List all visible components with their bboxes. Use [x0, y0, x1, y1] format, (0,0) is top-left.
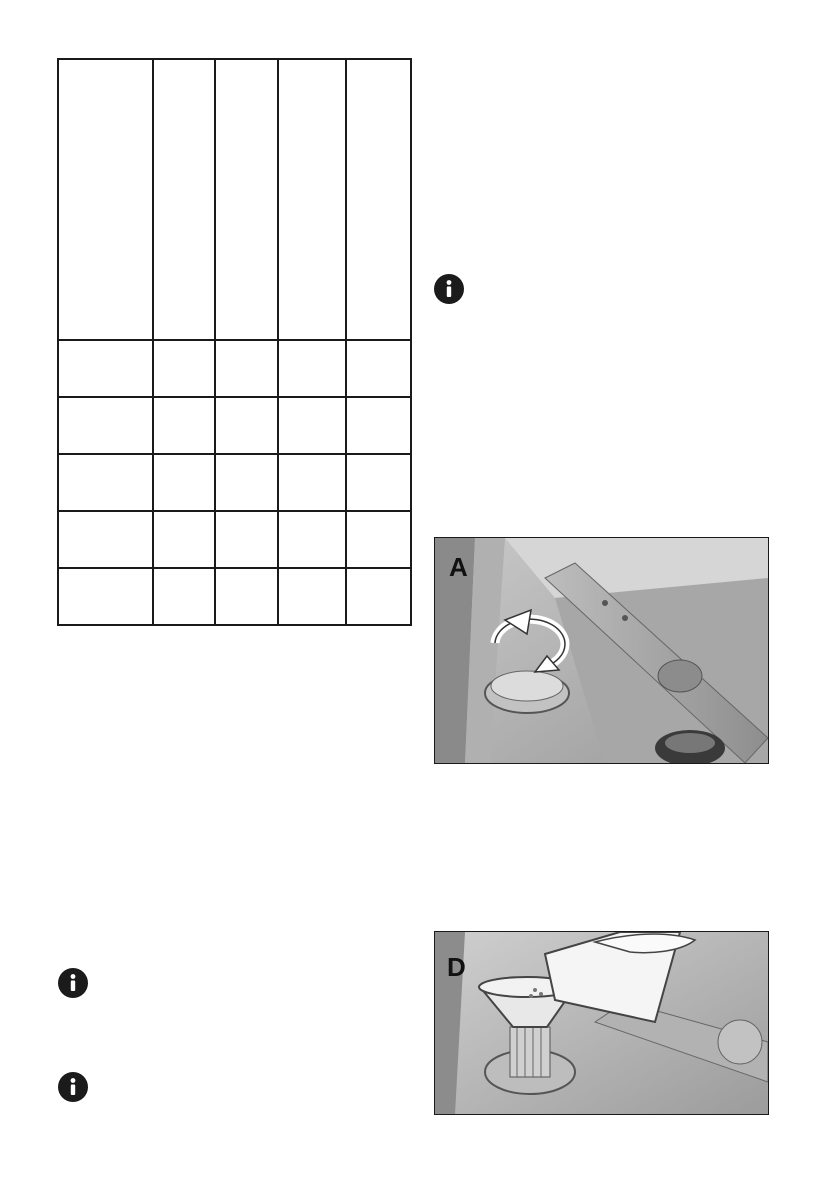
- table-cell: [346, 511, 411, 568]
- table-cell: [153, 397, 215, 454]
- table-row: [58, 511, 411, 568]
- figure-d-photo: [434, 931, 769, 1115]
- table-cell: [153, 568, 215, 625]
- dishwasher-salt-cap-illustration: [435, 538, 768, 763]
- table-cell: [346, 454, 411, 511]
- info-icon: [58, 1072, 88, 1102]
- dishwasher-salt-funnel-illustration: [435, 932, 768, 1114]
- table-cell: [215, 511, 278, 568]
- data-table: [57, 58, 412, 626]
- table-row: [58, 397, 411, 454]
- header-cell: [278, 59, 346, 340]
- figure-a-photo: [434, 537, 769, 764]
- table-cell: [58, 568, 153, 625]
- table-cell: [346, 397, 411, 454]
- table-cell: [278, 568, 346, 625]
- header-cell: [153, 59, 215, 340]
- table-cell: [153, 511, 215, 568]
- table-cell: [215, 397, 278, 454]
- info-glyph: [58, 968, 88, 998]
- info-icon: [434, 274, 464, 304]
- table-cell: [215, 568, 278, 625]
- info-glyph: [58, 1072, 88, 1102]
- table-row: [58, 340, 411, 397]
- table-cell: [58, 454, 153, 511]
- table-cell: [346, 340, 411, 397]
- header-cell: [58, 59, 153, 340]
- table-row: [58, 568, 411, 625]
- info-glyph: [434, 274, 464, 304]
- header-cell: [215, 59, 278, 340]
- info-icon: [58, 968, 88, 998]
- table-header-row: [58, 59, 411, 340]
- figure-a-label: A: [449, 552, 468, 582]
- header-cell: [346, 59, 411, 340]
- table-cell: [278, 340, 346, 397]
- table-row: [58, 454, 411, 511]
- table-cell: [278, 454, 346, 511]
- table-cell: [58, 397, 153, 454]
- table-cell: [346, 568, 411, 625]
- table-cell: [215, 454, 278, 511]
- figure-d-label: D: [447, 952, 466, 982]
- table-cell: [153, 454, 215, 511]
- table-cell: [278, 511, 346, 568]
- table-cell: [278, 397, 346, 454]
- table-cell: [58, 340, 153, 397]
- table-cell: [153, 340, 215, 397]
- table-cell: [215, 340, 278, 397]
- table-cell: [58, 511, 153, 568]
